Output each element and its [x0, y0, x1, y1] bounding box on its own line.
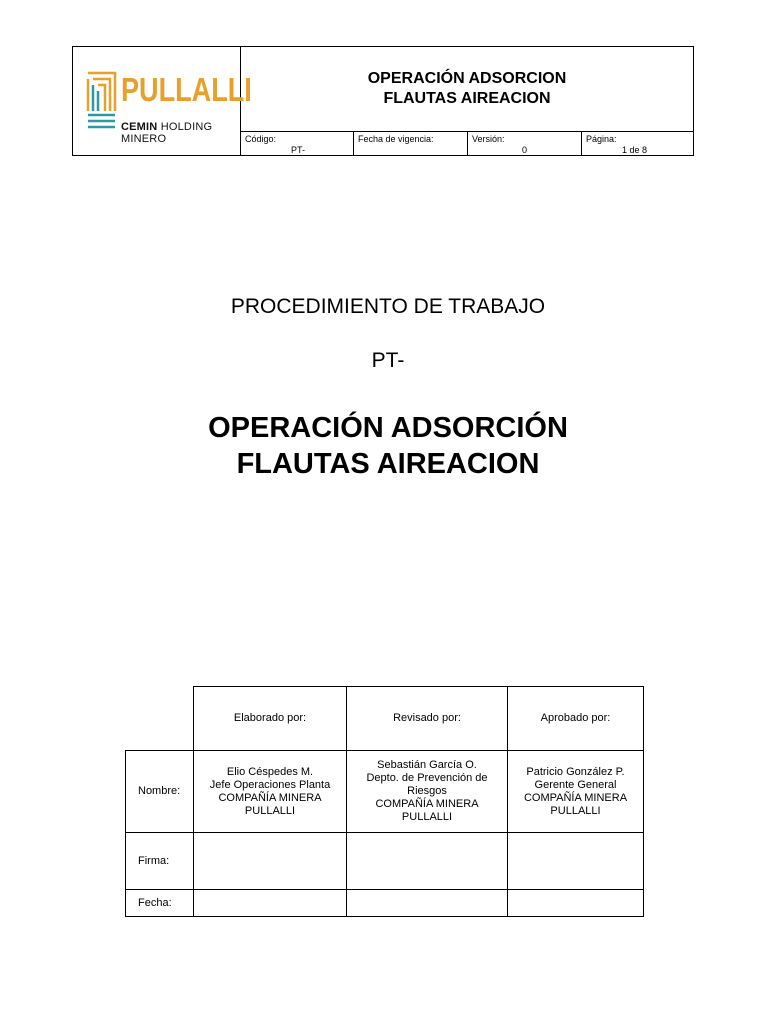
- column-header-elaborado: Elaborado por:: [193, 686, 347, 751]
- name-elaborado: Elio Céspedes M. Jefe Operaciones Planta COMPAÑÍA MINERA PULLALLI: [193, 750, 347, 833]
- logo-brand-text: PULLALLI: [121, 71, 252, 108]
- header-title-line1: OPERACIÓN ADSORCION: [367, 70, 567, 87]
- main-title: [0, 410, 768, 482]
- header-title: [241, 47, 693, 131]
- signature-elaborado: [193, 832, 347, 890]
- pullalli-logo-mark-icon: [85, 71, 119, 133]
- main-title-line2: FLAUTAS AIREACION: [236, 448, 540, 480]
- logo-subtitle: CEMIN HOLDING MINERO: [121, 121, 213, 145]
- row-label-nombre: Nombre:: [125, 750, 194, 833]
- row-label-firma: Firma:: [125, 832, 194, 890]
- meta-codigo: Código: PT-: [241, 132, 354, 155]
- column-header-aprobado: Aprobado por:: [507, 686, 644, 751]
- procedure-title: PROCEDIMIENTO DE TRABAJO: [230, 295, 546, 318]
- document-header: [72, 46, 694, 156]
- column-header-revisado: Revisado por:: [346, 686, 508, 751]
- header-title-line2: FLAUTAS AIREACION: [383, 90, 551, 107]
- date-elaborado: [193, 889, 347, 917]
- main-title-line1: OPERACIÓN ADSORCIÓN: [208, 412, 568, 444]
- name-revisado: Sebastián García O. Depto. de Prevención de Riesgos COMPAÑÍA MINERA PULLALLI: [346, 750, 508, 833]
- date-revisado: [346, 889, 508, 917]
- signature-aprobado: [507, 832, 644, 890]
- meta-fecha-vigencia: Fecha de vigencia:: [354, 132, 468, 155]
- signature-revisado: [346, 832, 508, 890]
- meta-pagina: Página: 1 de 8: [586, 134, 648, 155]
- procedure-code: PT-: [371, 349, 405, 372]
- date-aprobado: [507, 889, 644, 917]
- name-aprobado: Patricio González P. Gerente General COMPAÑÍA MINERA PULLALLI: [507, 750, 644, 833]
- logo-cell: [73, 47, 252, 155]
- header-meta-row: [241, 131, 693, 155]
- approval-table: [125, 686, 644, 917]
- row-label-fecha: Fecha:: [125, 889, 194, 917]
- meta-version: Versión: 0: [468, 132, 582, 155]
